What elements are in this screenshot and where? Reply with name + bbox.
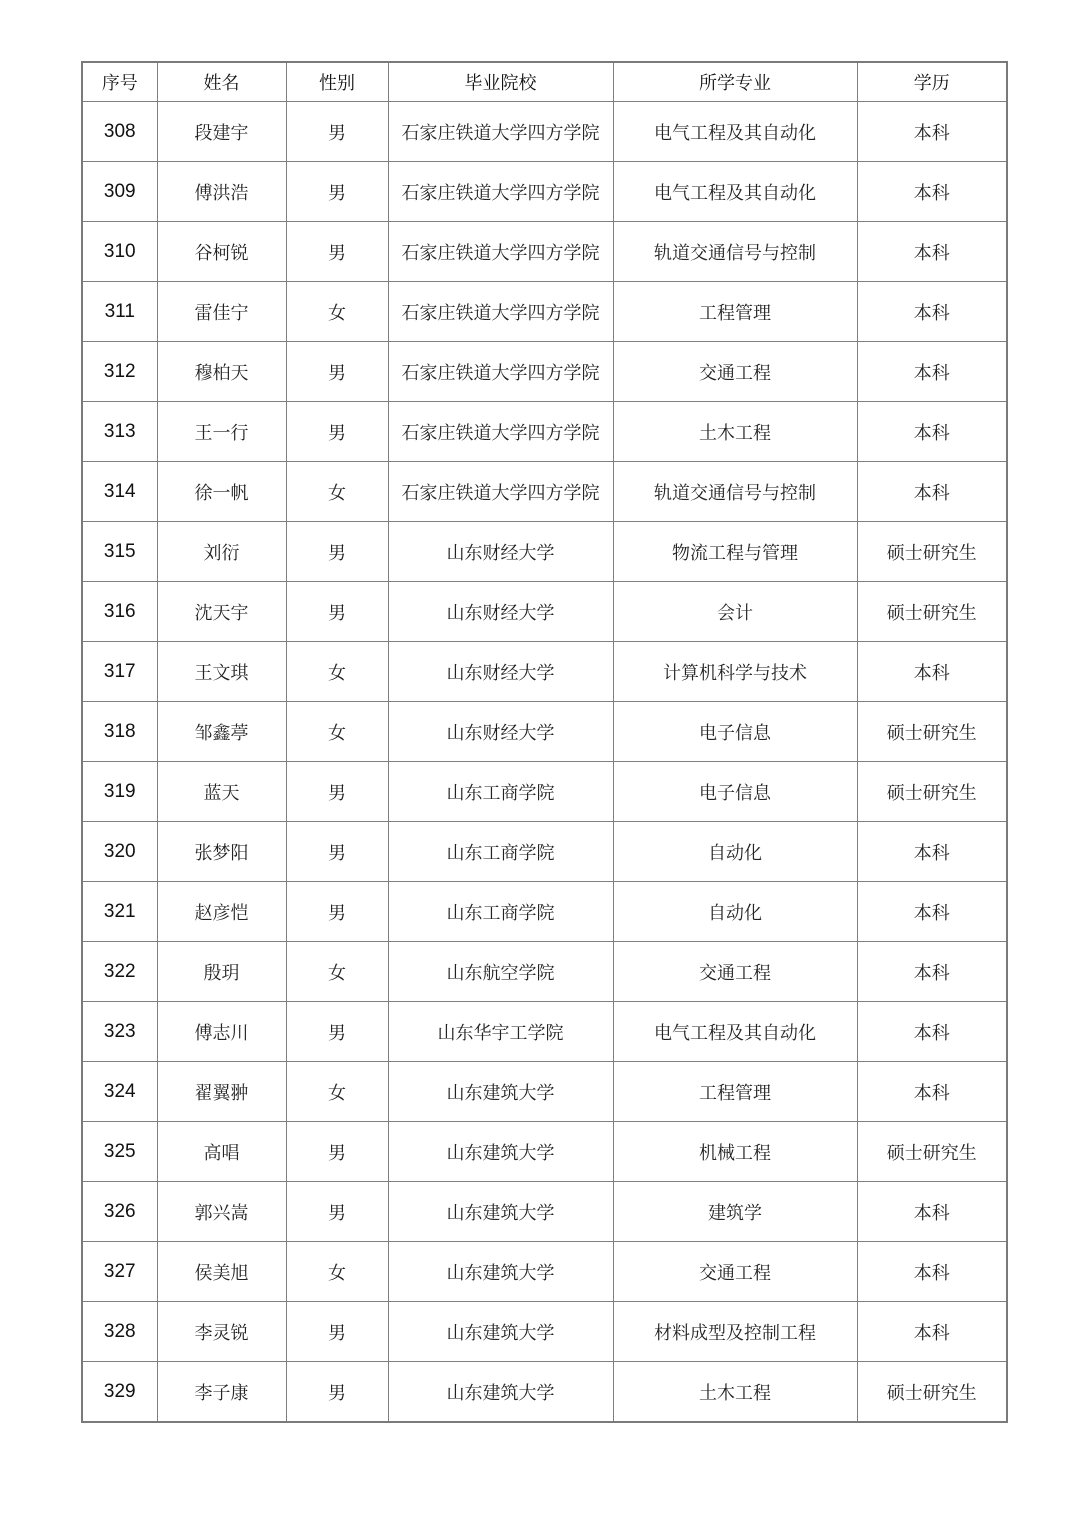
- table-row: [82, 1122, 1007, 1182]
- cell-index: 319: [82, 762, 157, 822]
- cell-gender: 男: [286, 162, 388, 222]
- cell-index: 315: [82, 522, 157, 582]
- cell-major: 计算机科学与技术: [613, 642, 857, 702]
- table-row: [82, 162, 1007, 222]
- cell-gender: 女: [286, 642, 388, 702]
- cell-major: 机械工程: [613, 1122, 857, 1182]
- cell-major: 交通工程: [613, 342, 857, 402]
- cell-school: 石家庄铁道大学四方学院: [388, 162, 613, 222]
- cell-school: 山东建筑大学: [388, 1122, 613, 1182]
- cell-school: 山东建筑大学: [388, 1182, 613, 1242]
- cell-degree: 本科: [857, 1002, 1007, 1062]
- cell-degree: 本科: [857, 162, 1007, 222]
- cell-name: 侯美旭: [157, 1242, 286, 1302]
- cell-index: 308: [82, 102, 157, 162]
- cell-name: 蓝天: [157, 762, 286, 822]
- table-row: [82, 1062, 1007, 1122]
- cell-degree: 本科: [857, 282, 1007, 342]
- cell-name: 穆柏天: [157, 342, 286, 402]
- table-row: [82, 462, 1007, 522]
- cell-gender: 男: [286, 1122, 388, 1182]
- cell-name: 李子康: [157, 1362, 286, 1423]
- cell-index: 314: [82, 462, 157, 522]
- cell-school: 石家庄铁道大学四方学院: [388, 282, 613, 342]
- header-degree: 学历: [857, 62, 1007, 102]
- table-row: [82, 1362, 1007, 1423]
- cell-name: 沈天宇: [157, 582, 286, 642]
- header-index: 序号: [82, 62, 157, 102]
- cell-index: 312: [82, 342, 157, 402]
- cell-degree: 硕士研究生: [857, 1122, 1007, 1182]
- table-row: [82, 102, 1007, 162]
- table-row: [82, 1242, 1007, 1302]
- cell-school: 石家庄铁道大学四方学院: [388, 102, 613, 162]
- cell-index: 317: [82, 642, 157, 702]
- cell-major: 交通工程: [613, 1242, 857, 1302]
- table-body: [82, 102, 1007, 1423]
- cell-gender: 女: [286, 282, 388, 342]
- table-row: [82, 822, 1007, 882]
- cell-gender: 女: [286, 462, 388, 522]
- cell-school: 山东财经大学: [388, 522, 613, 582]
- cell-name: 徐一帆: [157, 462, 286, 522]
- cell-major: 会计: [613, 582, 857, 642]
- cell-major: 工程管理: [613, 1062, 857, 1122]
- header-school: 毕业院校: [388, 62, 613, 102]
- cell-school: 山东工商学院: [388, 882, 613, 942]
- cell-school: 山东建筑大学: [388, 1362, 613, 1423]
- cell-major: 物流工程与管理: [613, 522, 857, 582]
- cell-gender: 男: [286, 102, 388, 162]
- cell-major: 电子信息: [613, 762, 857, 822]
- cell-school: 石家庄铁道大学四方学院: [388, 402, 613, 462]
- table-row: [82, 1182, 1007, 1242]
- cell-major: 电子信息: [613, 702, 857, 762]
- cell-degree: 本科: [857, 822, 1007, 882]
- cell-school: 山东工商学院: [388, 762, 613, 822]
- cell-school: 石家庄铁道大学四方学院: [388, 342, 613, 402]
- cell-major: 交通工程: [613, 942, 857, 1002]
- table-row: [82, 402, 1007, 462]
- cell-degree: 本科: [857, 402, 1007, 462]
- cell-index: 325: [82, 1122, 157, 1182]
- cell-index: 322: [82, 942, 157, 1002]
- cell-index: 310: [82, 222, 157, 282]
- cell-name: 张梦阳: [157, 822, 286, 882]
- cell-major: 自动化: [613, 822, 857, 882]
- cell-gender: 男: [286, 1302, 388, 1362]
- cell-degree: 本科: [857, 342, 1007, 402]
- cell-gender: 女: [286, 702, 388, 762]
- cell-index: 313: [82, 402, 157, 462]
- cell-gender: 男: [286, 522, 388, 582]
- cell-index: 316: [82, 582, 157, 642]
- table-row: [82, 282, 1007, 342]
- cell-degree: 本科: [857, 1182, 1007, 1242]
- cell-index: 327: [82, 1242, 157, 1302]
- cell-school: 山东财经大学: [388, 582, 613, 642]
- table-row: [82, 942, 1007, 1002]
- cell-degree: 本科: [857, 642, 1007, 702]
- cell-gender: 男: [286, 1182, 388, 1242]
- cell-major: 电气工程及其自动化: [613, 162, 857, 222]
- cell-index: 328: [82, 1302, 157, 1362]
- cell-major: 工程管理: [613, 282, 857, 342]
- cell-gender: 男: [286, 342, 388, 402]
- cell-gender: 男: [286, 822, 388, 882]
- cell-name: 殷玥: [157, 942, 286, 1002]
- cell-name: 王文琪: [157, 642, 286, 702]
- cell-index: 309: [82, 162, 157, 222]
- cell-gender: 男: [286, 1362, 388, 1423]
- cell-degree: 本科: [857, 102, 1007, 162]
- cell-gender: 女: [286, 1242, 388, 1302]
- cell-gender: 男: [286, 1002, 388, 1062]
- cell-name: 王一行: [157, 402, 286, 462]
- cell-major: 建筑学: [613, 1182, 857, 1242]
- table-row: [82, 702, 1007, 762]
- cell-major: 轨道交通信号与控制: [613, 462, 857, 522]
- cell-index: 320: [82, 822, 157, 882]
- cell-name: 高唱: [157, 1122, 286, 1182]
- cell-school: 山东建筑大学: [388, 1242, 613, 1302]
- cell-index: 326: [82, 1182, 157, 1242]
- cell-gender: 男: [286, 402, 388, 462]
- cell-gender: 男: [286, 762, 388, 822]
- cell-degree: 硕士研究生: [857, 582, 1007, 642]
- cell-index: 323: [82, 1002, 157, 1062]
- cell-name: 段建宇: [157, 102, 286, 162]
- cell-school: 山东建筑大学: [388, 1302, 613, 1362]
- cell-gender: 男: [286, 882, 388, 942]
- cell-school: 山东华宇工学院: [388, 1002, 613, 1062]
- table-header-row: [82, 62, 1007, 102]
- cell-school: 山东财经大学: [388, 642, 613, 702]
- cell-degree: 硕士研究生: [857, 762, 1007, 822]
- table-row: [82, 582, 1007, 642]
- cell-index: 321: [82, 882, 157, 942]
- cell-degree: 本科: [857, 222, 1007, 282]
- cell-name: 赵彦恺: [157, 882, 286, 942]
- cell-index: 318: [82, 702, 157, 762]
- cell-degree: 硕士研究生: [857, 702, 1007, 762]
- table-row: [82, 1002, 1007, 1062]
- table-row: [82, 642, 1007, 702]
- cell-degree: 本科: [857, 1242, 1007, 1302]
- cell-gender: 女: [286, 1062, 388, 1122]
- roster-table: [81, 61, 1008, 1423]
- cell-gender: 男: [286, 222, 388, 282]
- cell-index: 324: [82, 1062, 157, 1122]
- cell-degree: 硕士研究生: [857, 1362, 1007, 1423]
- table-row: [82, 762, 1007, 822]
- cell-major: 土木工程: [613, 402, 857, 462]
- table-row: [82, 342, 1007, 402]
- cell-name: 傅志川: [157, 1002, 286, 1062]
- cell-major: 轨道交通信号与控制: [613, 222, 857, 282]
- cell-school: 山东航空学院: [388, 942, 613, 1002]
- cell-name: 雷佳宁: [157, 282, 286, 342]
- header-major: 所学专业: [613, 62, 857, 102]
- cell-name: 邹鑫葶: [157, 702, 286, 762]
- cell-major: 土木工程: [613, 1362, 857, 1423]
- cell-school: 石家庄铁道大学四方学院: [388, 222, 613, 282]
- cell-index: 329: [82, 1362, 157, 1423]
- cell-degree: 本科: [857, 882, 1007, 942]
- cell-degree: 本科: [857, 1062, 1007, 1122]
- cell-name: 翟翼翀: [157, 1062, 286, 1122]
- header-name: 姓名: [157, 62, 286, 102]
- cell-major: 电气工程及其自动化: [613, 1002, 857, 1062]
- cell-degree: 本科: [857, 942, 1007, 1002]
- cell-major: 材料成型及控制工程: [613, 1302, 857, 1362]
- cell-major: 自动化: [613, 882, 857, 942]
- cell-school: 石家庄铁道大学四方学院: [388, 462, 613, 522]
- table-row: [82, 522, 1007, 582]
- cell-school: 山东建筑大学: [388, 1062, 613, 1122]
- cell-school: 山东工商学院: [388, 822, 613, 882]
- cell-name: 傅洪浩: [157, 162, 286, 222]
- header-gender: 性别: [286, 62, 388, 102]
- cell-school: 山东财经大学: [388, 702, 613, 762]
- cell-gender: 女: [286, 942, 388, 1002]
- cell-name: 谷柯锐: [157, 222, 286, 282]
- table-row: [82, 222, 1007, 282]
- cell-index: 311: [82, 282, 157, 342]
- cell-degree: 本科: [857, 462, 1007, 522]
- table-row: [82, 1302, 1007, 1362]
- cell-name: 郭兴嵩: [157, 1182, 286, 1242]
- cell-name: 刘衍: [157, 522, 286, 582]
- cell-major: 电气工程及其自动化: [613, 102, 857, 162]
- cell-name: 李灵锐: [157, 1302, 286, 1362]
- cell-degree: 本科: [857, 1302, 1007, 1362]
- cell-gender: 男: [286, 582, 388, 642]
- cell-degree: 硕士研究生: [857, 522, 1007, 582]
- table-row: [82, 882, 1007, 942]
